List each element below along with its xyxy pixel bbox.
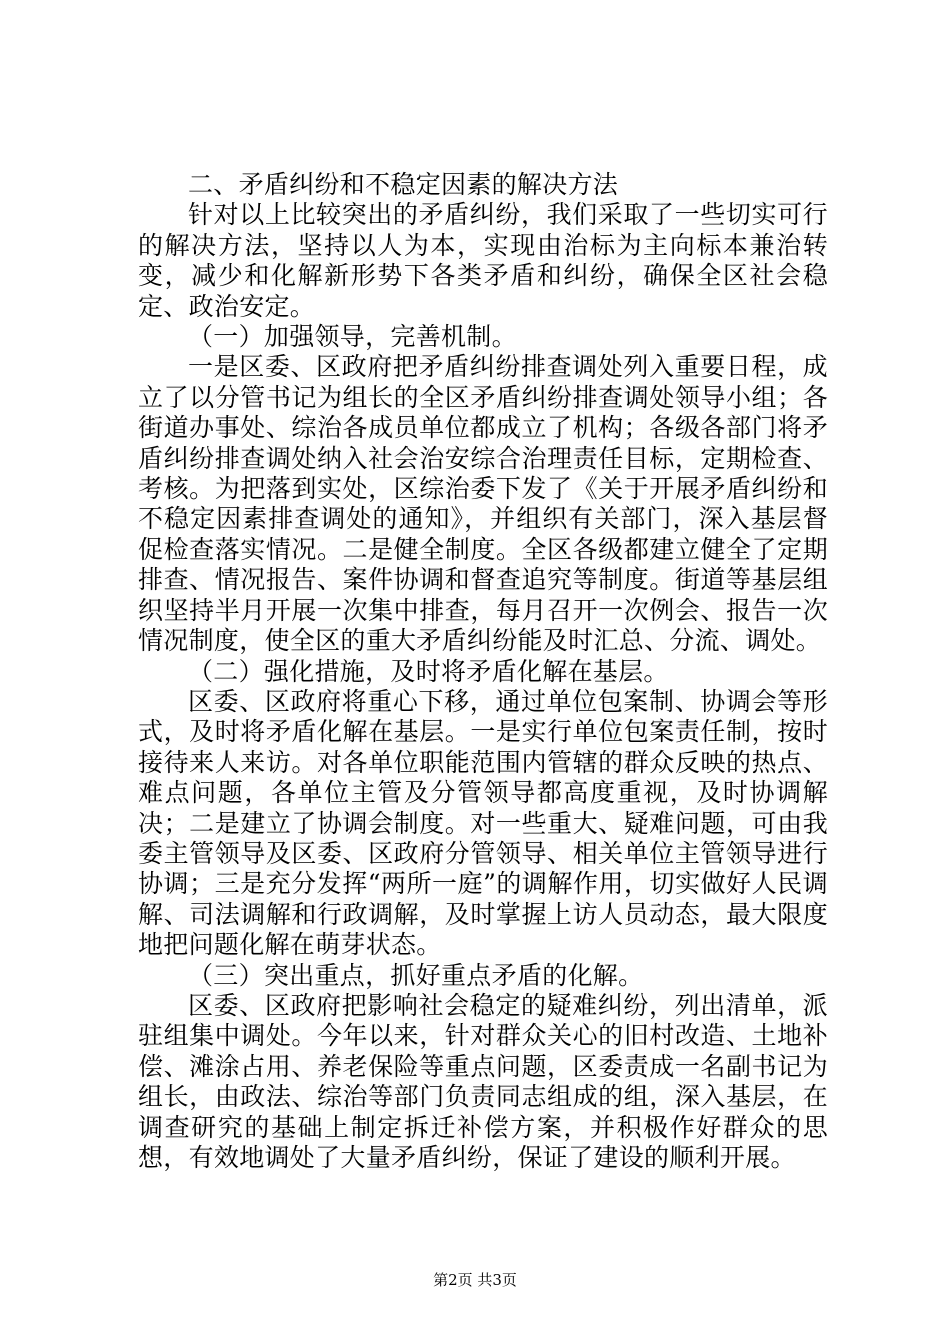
page-number-footer: 第2页 共3页: [433, 1271, 517, 1289]
paragraph-two: 区委、区政府将重心下移，通过单位包案制、协调会等形式，及时将矛盾化解在基层。一是实行单位包案责任制，按时接待来人来访。对各单位职能范围内管辖的群众反映的热点、难点问题，各单位主管及分管领导都高度重视，及时协调解决；二是建立了协调会制度。对一些重大、疑难问题，可由我委主管领导及区委、区政府分管领导、相关单位主管领导进行协调；三是充分发挥“两所一庭”的调解作用，切实做好人民调解、司法调解和行政调解，及时掌握上访人员动态，最大限度地把问题化解在萌芽状态。: [138, 686, 828, 960]
paragraph-intro: 针对以上比较突出的矛盾纠纷，我们采取了一些切实可行的解决方法，坚持以人为本，实现由治标为主向标本兼治转变，减少和化解新形势下各类矛盾和纠纷，确保全区社会稳定、政治安定。: [138, 200, 828, 321]
subheading-one: （一）加强领导，完善机制。: [188, 322, 517, 352]
document-body: [138, 170, 828, 1173]
paragraph-one: 一是区委、区政府把矛盾纠纷排查调处列入重要日程，成立了以分管书记为组长的全区矛盾纠纷排查调处领导小组；各街道办事处、综治各成员单位都成立了机构；各级各部门将矛盾纠纷排查调处纳入社会治安综合治理责任目标，定期检查、考核。为把落到实处，区综治委下发了《关于开展矛盾纠纷和不稳定因素排查调处的通知》，并组织有关部门，深入基层督促检查落实情况。二是健全制度。全区各级都建立健全了定期排查、情况报告、案件协调和督查追究等制度。街道等基层组织坚持半月开展一次集中排查，每月召开一次例会、报告一次情况制度，使全区的重大矛盾纠纷能及时汇总、分流、调处。: [138, 352, 828, 656]
subheading-two: （二）强化措施，及时将矛盾化解在基层。: [188, 656, 669, 686]
paragraph-three: 区委、区政府把影响社会稳定的疑难纠纷，列出清单，派驻组集中调处。今年以来，针对群众关心的旧村改造、土地补偿、滩涂占用、养老保险等重点问题，区委责成一名副书记为组长，由政法、综治等部门负责同志组成的组，深入基层，在调查研究的基础上制定拆迁补偿方案，并积极作好群众的思想，有效地调处了大量矛盾纠纷，保证了建设的顺利开展。: [138, 990, 828, 1172]
section-heading: 二、矛盾纠纷和不稳定因素的解决方法: [188, 170, 619, 199]
subheading-three: （三）突出重点，抓好重点矛盾的化解。: [188, 960, 644, 990]
